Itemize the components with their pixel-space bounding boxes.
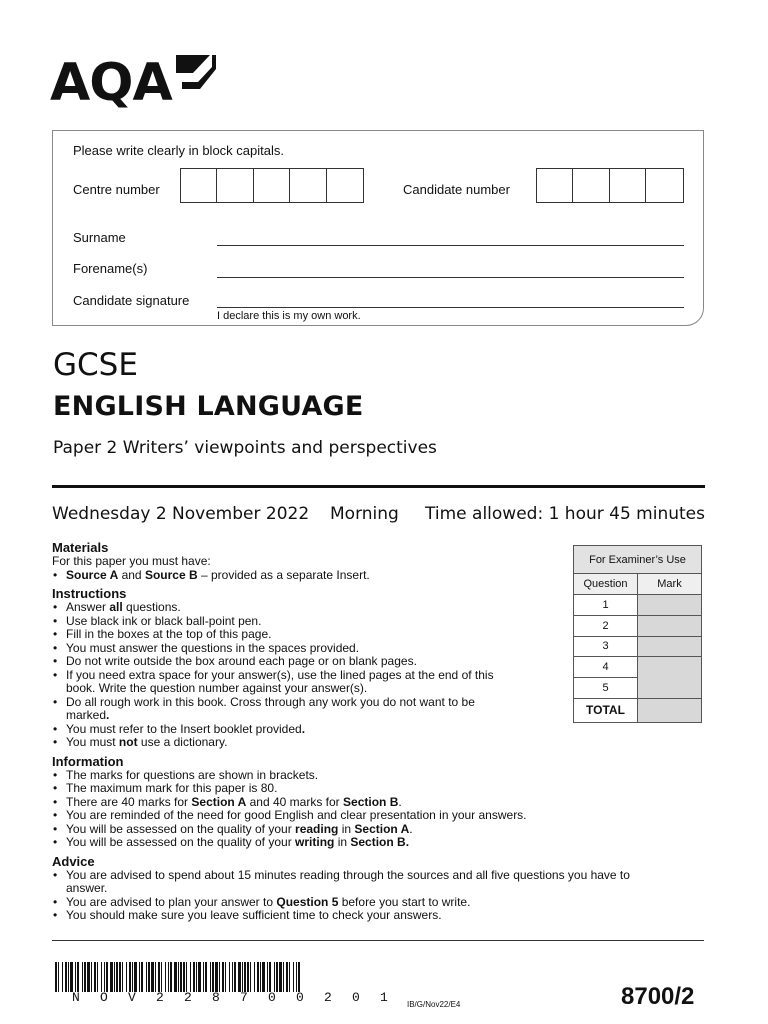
mark-cell bbox=[638, 595, 702, 616]
mark-cell bbox=[638, 636, 702, 657]
instructions-heading: Instructions bbox=[52, 586, 127, 601]
list-item: • You must not use a dictionary. bbox=[52, 736, 642, 750]
advice-heading: Advice bbox=[52, 853, 95, 869]
table-row bbox=[574, 615, 702, 636]
list-item: • There are 40 marks for Section A and 40 marks for Section B. bbox=[52, 796, 642, 810]
candidate-number-label: Candidate number bbox=[403, 182, 510, 197]
table-row bbox=[574, 595, 702, 616]
barcode-number: N O V 2 2 8 7 0 0 2 0 1 bbox=[72, 990, 395, 1005]
question-number: 4 bbox=[574, 657, 638, 678]
paper-title: Paper 2 Writers’ viewpoints and perspectives bbox=[53, 438, 437, 458]
list-item: • You are advised to spend about 15 minutes reading through the sources and all five questions you have to answer. bbox=[52, 869, 642, 896]
list-item: • You should make sure you leave sufficient time to check your answers. bbox=[52, 909, 642, 923]
footer-divider bbox=[52, 940, 704, 941]
mark-cell bbox=[638, 615, 702, 636]
list-item: • You are reminded of the need for good English and clear presentation in your answers. bbox=[52, 809, 642, 823]
materials-list bbox=[52, 569, 642, 583]
exam-date: Wednesday 2 November 2022 bbox=[52, 504, 310, 524]
list-item: • You must refer to the Insert booklet provided. bbox=[52, 723, 642, 737]
centre-number-label: Centre number bbox=[73, 182, 160, 197]
information-list bbox=[52, 769, 642, 850]
exam-instructions bbox=[52, 540, 642, 923]
list-item: • You will be assessed on the quality of your reading in Section A. bbox=[52, 823, 642, 837]
surname-label: Surname bbox=[73, 230, 126, 245]
materials-intro: For this paper you must have: bbox=[52, 554, 211, 568]
total-row bbox=[574, 698, 702, 722]
aqa-logo bbox=[50, 55, 216, 111]
examiner-use-table bbox=[573, 545, 702, 723]
qualification-level: GCSE bbox=[53, 347, 138, 383]
total-mark-cell bbox=[638, 698, 702, 722]
question-number: 1 bbox=[574, 595, 638, 616]
block-capitals-instruction: Please write clearly in block capitals. bbox=[73, 143, 284, 158]
exam-session: Morning bbox=[330, 504, 399, 524]
list-item: • Answer all questions. bbox=[52, 601, 642, 615]
list-item: • Fill in the boxes at the top of this page. bbox=[52, 628, 642, 642]
materials-heading: Materials bbox=[52, 540, 109, 555]
question-column-header: Question bbox=[574, 574, 638, 595]
logo-text: AQA bbox=[50, 53, 172, 113]
mark-column-header: Mark bbox=[638, 574, 702, 595]
advice-list bbox=[52, 869, 642, 923]
candidate-number-field[interactable] bbox=[536, 168, 684, 203]
total-label: TOTAL bbox=[574, 698, 638, 722]
subject-title: ENGLISH LANGUAGE bbox=[53, 391, 364, 422]
candidate-details-box bbox=[52, 130, 704, 326]
instructions-list bbox=[52, 601, 642, 750]
list-item: • You must answer the questions in the spaces provided. bbox=[52, 642, 642, 656]
list-item: • Do all rough work in this book. Cross through any work you do not want to be marked. bbox=[52, 696, 642, 723]
document-reference: IB/G/Nov22/E4 bbox=[407, 1000, 461, 1009]
examiner-table-title: For Examiner’s Use bbox=[574, 546, 702, 574]
list-item: • Source A and Source B – provided as a separate Insert. bbox=[52, 569, 642, 583]
centre-number-field[interactable] bbox=[180, 168, 364, 203]
forename-field[interactable] bbox=[217, 277, 684, 278]
paper-code: 8700/2 bbox=[621, 983, 695, 1010]
question-number: 2 bbox=[574, 615, 638, 636]
table-row bbox=[574, 657, 702, 678]
list-item: • Use black ink or black ball-point pen. bbox=[52, 615, 642, 629]
time-allowed: Time allowed: 1 hour 45 minutes bbox=[425, 504, 705, 524]
information-heading: Information bbox=[52, 753, 124, 769]
list-item: • You are advised to plan your answer to Question 5 before you start to write. bbox=[52, 896, 642, 910]
list-item: • If you need extra space for your answer(s), use the lined pages at the end of this book. Write the question number against your answer(s). bbox=[52, 669, 642, 696]
question-number: 5 bbox=[574, 678, 638, 699]
signature-label: Candidate signature bbox=[73, 293, 190, 308]
signature-field[interactable] bbox=[217, 307, 684, 308]
list-item: • The marks for questions are shown in brackets. bbox=[52, 769, 642, 783]
surname-field[interactable] bbox=[217, 245, 684, 246]
mark-cell bbox=[638, 657, 702, 699]
list-item: • The maximum mark for this paper is 80. bbox=[52, 782, 642, 796]
list-item: • Do not write outside the box around each page or on blank pages. bbox=[52, 655, 642, 669]
barcode-icon bbox=[55, 962, 300, 992]
aqa-swoosh-icon bbox=[176, 55, 216, 89]
header-divider bbox=[52, 485, 705, 488]
table-row bbox=[574, 636, 702, 657]
list-item: • You will be assessed on the quality of your writing in Section B. bbox=[52, 836, 642, 850]
question-number: 3 bbox=[574, 636, 638, 657]
forename-label: Forename(s) bbox=[73, 261, 148, 276]
declaration-text: I declare this is my own work. bbox=[217, 310, 361, 322]
exam-date-line bbox=[52, 503, 705, 525]
